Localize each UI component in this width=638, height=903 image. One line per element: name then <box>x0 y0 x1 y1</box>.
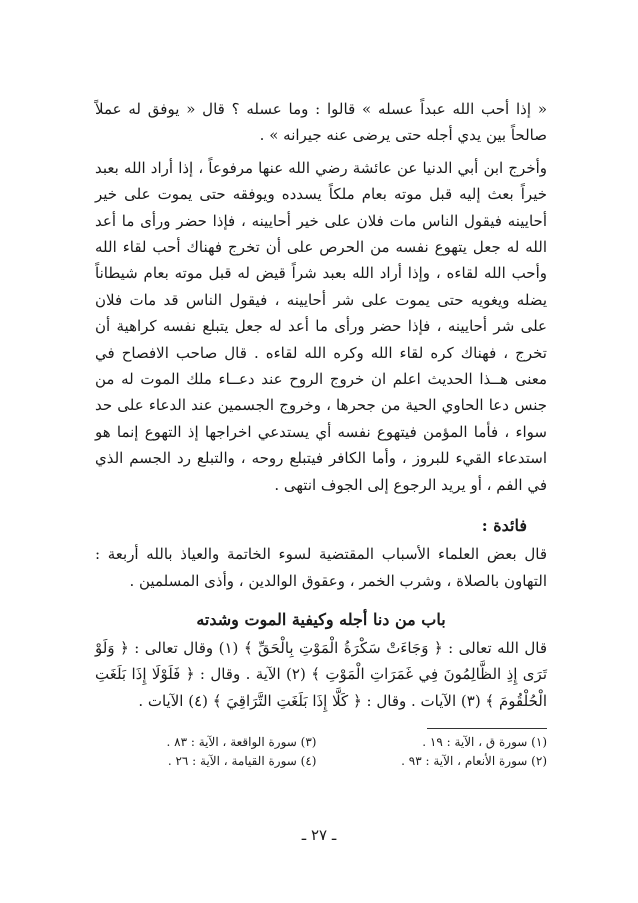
footnote-divider <box>427 728 547 729</box>
footnotes <box>95 733 547 771</box>
page-number: ـ ٢٧ ـ <box>301 826 337 844</box>
footnotes-right-column <box>326 733 547 771</box>
benefit-text: قال بعض العلماء الأسباب المقتضية لسوء الخاتمة والعياذ بالله أربعة : التهاون بالصلاة ، وشرب الخمر ، وعقوق الوالدين ، وأذى المسلمين . <box>95 545 547 590</box>
chapter-quran-text: قال الله تعالى : ﴿ وَجَاءَتْ سَكْرَةُ الْمَوْتِ بِالْحَقِّ ﴾ (١) وقال تعالى : ﴿ وَلَوْ تَرَى إِذِ الظَّالِمُونَ فِي غَمَرَاتِ الْمَوْتِ ﴾ (٢) الآية . وقال : ﴿ فَلَوْلَا إِذَا بَلَغَتِ الْحُلْقُومَ ﴾ (٣) الآيات . وقال : ﴿ كَلَّا إِذَا بَلَغَتِ التَّرَاقِيَ ﴾ (٤) الآيات . <box>95 638 547 710</box>
chapter-title: باب من دنا أجله وكيفية الموت وشدته <box>196 609 446 629</box>
footnotes-left-column <box>95 733 316 771</box>
footnote-4: (٤) سورة القيامة ، الآية : ٢٦ . <box>167 754 317 769</box>
footnote-1: (١) سورة ق ، الآية : ١٩ . <box>422 735 547 750</box>
benefit-heading: فائدة : <box>481 516 527 536</box>
footnote-2: (٢) سورة الأنعام ، الآية : ٩٣ . <box>401 754 547 769</box>
footnote-3: (٣) سورة الواقعة ، الآية : ٨٣ . <box>166 735 317 750</box>
page-content <box>95 96 547 771</box>
opening-hadith-paragraph: « إذا أحب الله عبداً عسله » قالوا : وما عسله ؟ قال « يوفق له عملاً صالحاً بين يدي أجله حتى يرضى عنه جيرانه » . <box>95 100 547 145</box>
ibn-abi-dunya-paragraph: وأخرج ابن أبي الدنيا عن عائشة رضي الله عنها مرفوعاً ، إذا أراد الله بعبد خيراً بعث إليه قبل موته بعام ملكاً يسدده ويوفقه حتى يموت على خير أحايينه فيقول الناس مات فلان على خير أحايينه ، فإذا حضر ورأى ما أعد الله له جعل يتهوع نفسه من الحرص على أن تخرج فهناك أحب لقاء الله وأحب الله لقاءه ، وإذا أراد الله بعبد شراً قيض له قبل موته بعام شيطاناً يضله ويغويه حتى يموت على شر أحايينه ، فيقول الناس قد مات فلان على شر أحايينه ، فإذا حضر ورأى ما أعد له جعل يتبلع نفسه كراهية أن تخرج ، فهناك كره لقاء الله وكره الله لقاءه . قال صاحب الافصاح في معنى هــذا الحديث اعلم ان خروج الروح عند دعــاء ملك الموت له من جنس دعا الحاوي الحية من جحرها ، وخروج الجسمين عند الدعاء على حد سواء ، فأما المؤمن فيتهوع نفسه أي يستدعي اخراجها إذ التهوع إنما هو استدعاء القيء للبروز ، وأما الكافر فيتبلع روحه ، والتبلع رد الجسم الذي في الفم ، أو يريد الرجوع إلى الجوف انتهى . <box>95 158 547 494</box>
